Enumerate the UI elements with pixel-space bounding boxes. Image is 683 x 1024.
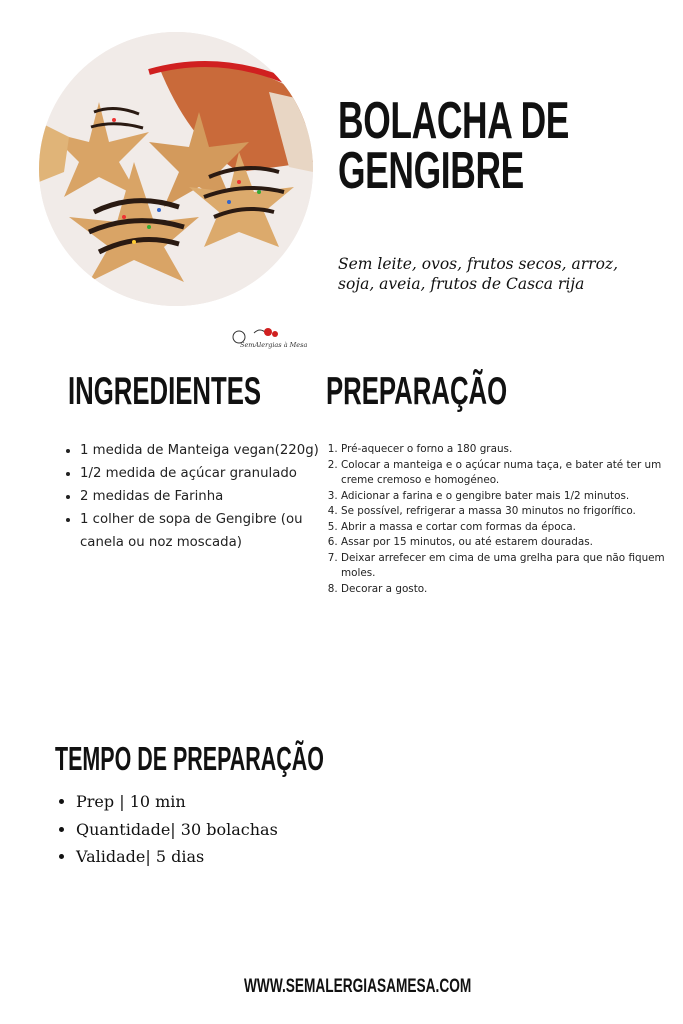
ingredient-item: • 1/2 medida de açúcar granulado (80, 462, 330, 485)
preparation-step: 8. Decorar a gosto. (341, 582, 671, 598)
svg-text:SemAlergias à Mesa: SemAlergias à Mesa (240, 341, 308, 349)
prep-time-item: • Prep | 10 min (76, 788, 278, 816)
preparation-step: 7. Deixar arrefecer em cima de uma grelha para que não fiquem moles. (341, 551, 671, 582)
website-link[interactable]: WWW.SEMALERGIASAMESA.COM (244, 976, 472, 997)
allergen-subtitle: Sem leite, ovos, frutos secos, arroz, soja, aveia, frutos de Casca rija (338, 255, 618, 293)
preparation-step: 2. Colocar a manteiga e o açúcar numa taça, e bater até ter um creme cremoso e homogéneo. (341, 458, 671, 489)
ingredient-item: • 2 medidas de Farinha (80, 485, 330, 508)
recipe-photo (39, 32, 313, 306)
prep-time-item: • Quantidade| 30 bolachas (76, 816, 278, 844)
preparation-step: 1. Pré-aquecer o forno a 180 graus. (341, 442, 671, 458)
recipe-title (338, 92, 570, 200)
preparation-steps (330, 442, 671, 597)
prep-time-heading: TEMPO DE PREPARAÇÃO (55, 740, 324, 777)
preparation-heading: PREPARAÇÃO (326, 370, 508, 413)
preparation-step: 6. Assar por 15 minutos, ou até estarem douradas. (341, 535, 671, 551)
ingredient-item: • 1 colher de sopa de Gengibre (ou canela ou noz moscada) (80, 508, 330, 554)
prep-time-list (57, 788, 278, 871)
ingredients-list (60, 439, 330, 554)
ingredient-item: • 1 medida de Manteiga vegan(220g) (80, 439, 330, 462)
title-line-2: GENGIBRE (338, 142, 524, 200)
brand-logo (230, 323, 308, 353)
preparation-step: 5. Abrir a massa e cortar com formas da época. (341, 520, 671, 536)
prep-time-item: • Validade| 5 dias (76, 843, 278, 871)
preparation-step: 4. Se possível, refrigerar a massa 30 minutos no frigorífico. (341, 504, 671, 520)
preparation-step: 3. Adicionar a farina e o gengibre bater mais 1/2 minutos. (341, 489, 671, 505)
ingredients-heading: INGREDIENTES (68, 370, 262, 413)
title-line-1: BOLACHA DE (338, 92, 570, 150)
